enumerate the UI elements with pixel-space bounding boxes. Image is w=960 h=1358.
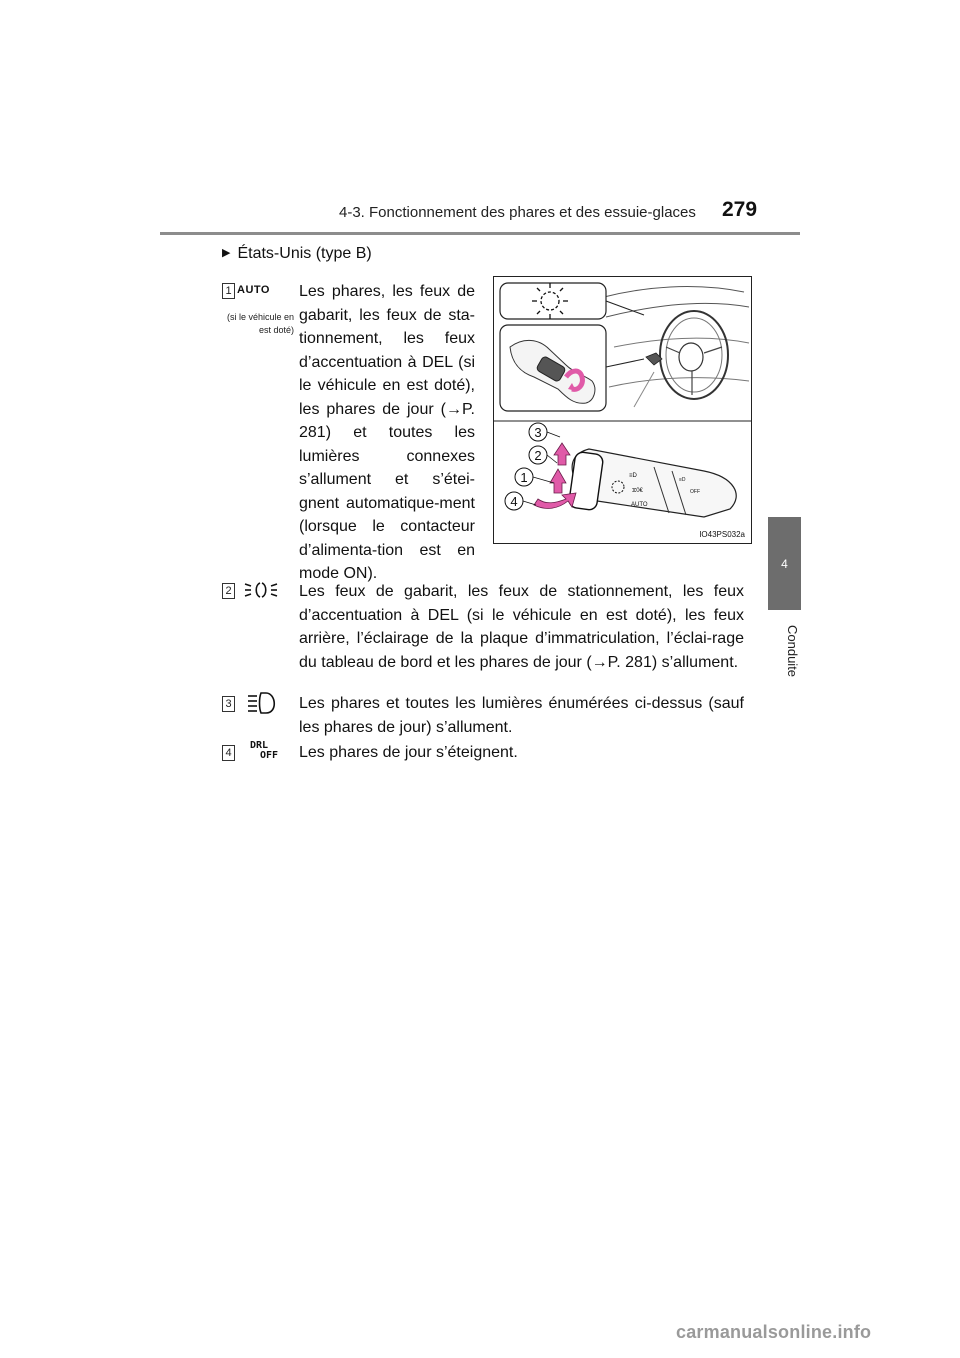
callout-4: 4 bbox=[510, 494, 518, 509]
equipment-note: (si le véhicule en est doté) bbox=[226, 312, 294, 335]
chapter-tab bbox=[768, 517, 801, 610]
drl-label: DRL bbox=[250, 740, 269, 751]
item-number-3: 3 bbox=[222, 696, 235, 712]
item-number-4: 4 bbox=[222, 745, 235, 761]
svg-text:OFF: OFF bbox=[690, 489, 700, 495]
item-number-1: 1 bbox=[222, 283, 235, 299]
triangle-bullet-icon: ▶ bbox=[222, 247, 231, 259]
region-subtitle bbox=[222, 245, 372, 263]
headlight-switch-illustration bbox=[494, 277, 751, 543]
item-1-description: Les phares, les feux de gabarit, les feux de sta-tionnement, les feux d’accentuation à DEL (si le véhicule en est doté), les phares de jour (→P. 281) et toutes les lumières connexes s’allument et s’étei-gnent automatique-ment (lorsque le contacteur d’alimenta-tion est en mode ON). bbox=[299, 283, 475, 582]
header-divider bbox=[160, 232, 800, 235]
subtitle-text: États-Unis (type B) bbox=[237, 245, 372, 262]
svg-text:AUTO: AUTO bbox=[631, 502, 648, 508]
page-number: 279 bbox=[722, 198, 758, 221]
headlight-icon bbox=[246, 690, 282, 716]
svg-text:⧖0€: ⧖0€ bbox=[632, 488, 643, 494]
item-number-2: 2 bbox=[222, 583, 235, 599]
callout-3: 3 bbox=[534, 425, 542, 440]
headlight-switch-figure bbox=[493, 276, 752, 544]
chapter-number: 4 bbox=[781, 557, 788, 571]
watermark: carmanualsonline.info bbox=[676, 1322, 872, 1342]
item-2-description: Les feux de gabarit, les feux de stationnement, les feux d’accentuation à DEL (si le véhicule en est doté), les feux arrière, l’éclairage de la plaque d’immatriculation, l’éclai-rage du tableau de bord et les phares de jour (→P. 281) s’allument. bbox=[299, 583, 744, 671]
side-lights-icon bbox=[244, 579, 284, 601]
drl-off-icon bbox=[250, 741, 278, 761]
off-label: OFF bbox=[260, 750, 279, 761]
callout-2: 2 bbox=[534, 448, 542, 463]
svg-text:≡D: ≡D bbox=[679, 477, 686, 483]
svg-text:≡D: ≡D bbox=[629, 473, 637, 479]
section-title: 4-3. Fonctionnement des phares et des essuie-glaces bbox=[339, 204, 696, 221]
item-4-description: Les phares de jour s’éteignent. bbox=[299, 744, 518, 761]
item-3-description: Les phares et toutes les lumières énumérées ci-dessus (sauf les phares de jour) s’allument. bbox=[299, 695, 744, 736]
chapter-label: Conduite bbox=[785, 625, 800, 678]
callout-1: 1 bbox=[520, 470, 528, 485]
figure-code: IO43PS032a bbox=[699, 530, 745, 539]
auto-icon: AUTO bbox=[237, 284, 270, 296]
